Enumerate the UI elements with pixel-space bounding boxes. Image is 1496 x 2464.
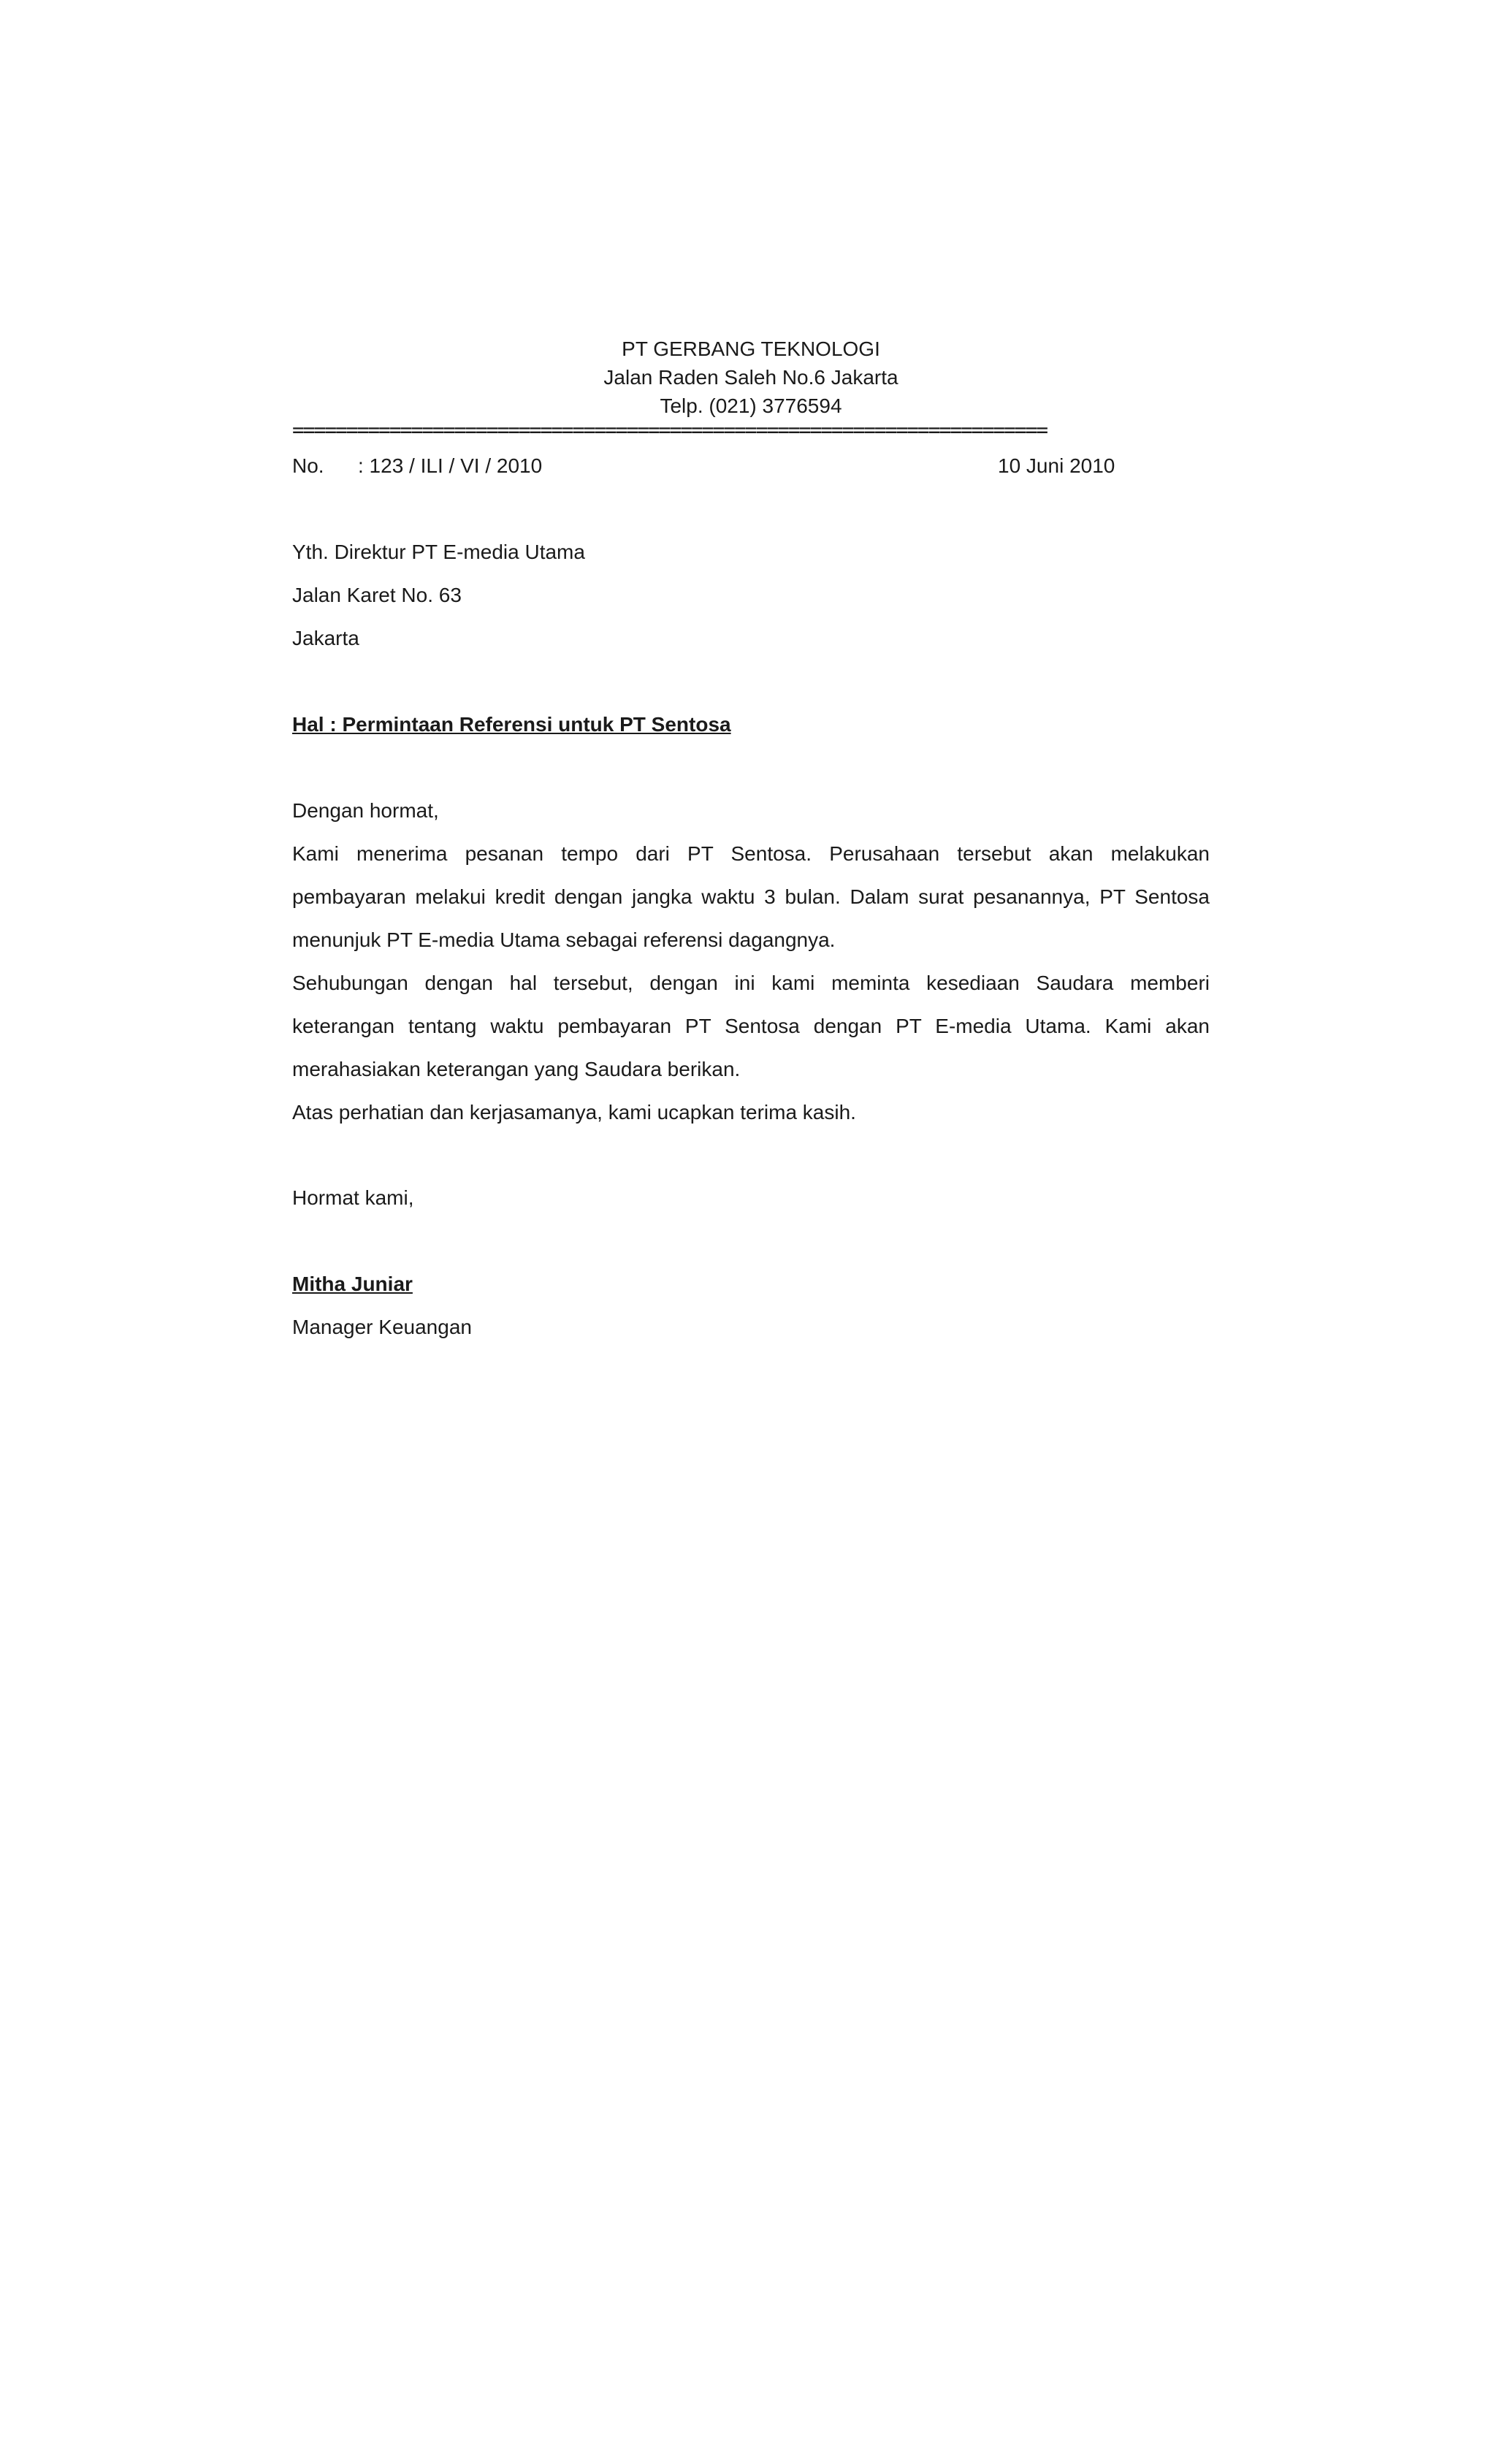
signature-block	[292, 1262, 1210, 1349]
body-line: keterangan tentang waktu pembayaran PT Sentosa dengan PT E-media Utama. Kami akan	[292, 1015, 1210, 1037]
company-name: PT GERBANG TEKNOLOGI	[622, 337, 880, 360]
recipient-line: Jakarta	[292, 627, 359, 649]
body-line: menunjuk PT E-media Utama sebagai referensi dagangnya.	[292, 928, 836, 951]
company-phone: Telp. (021) 3776594	[660, 394, 842, 417]
subject-block	[292, 703, 1210, 746]
body-line: merahasiakan keterangan yang Saudara berikan.	[292, 1058, 741, 1080]
letter-subject: Hal : Permintaan Referensi untuk PT Sentosa	[292, 713, 731, 736]
closing-block	[292, 1176, 1210, 1219]
recipient-line: Jalan Karet No. 63	[292, 584, 462, 606]
body-line: pembayaran melakui kredit dengan jangka waktu 3 bulan. Dalam surat pesanannya, PT Sentosa	[292, 885, 1210, 908]
letterhead	[292, 335, 1210, 420]
closing-paragraph: Atas perhatian dan kerjasamanya, kami ucapkan terima kasih.	[292, 1101, 856, 1124]
recipient-line: Yth. Direktur PT E-media Utama	[292, 541, 585, 563]
body-line: Kami menerima pesanan tempo dari PT Sentosa. Perusahaan tersebut akan melakukan	[292, 842, 1210, 865]
reference-number: : 123 / ILI / VI / 2010	[358, 454, 543, 477]
letter-date: 10 Juni 2010	[998, 454, 1115, 477]
signer-name: Mitha Juniar	[292, 1273, 413, 1295]
body-line: Sehubungan dengan hal tersebut, dengan ini kami meminta kesediaan Saudara memberi	[292, 972, 1210, 994]
salutation: Dengan hormat,	[292, 799, 439, 822]
signer-title: Manager Keuangan	[292, 1316, 472, 1338]
closing-greeting: Hormat kami,	[292, 1186, 414, 1209]
recipient-block	[292, 530, 1210, 660]
reference-label: No.	[292, 454, 324, 477]
letterhead-divider: ======================================================================	[292, 420, 1047, 440]
letter-body	[292, 789, 1210, 1134]
company-address: Jalan Raden Saleh No.6 Jakarta	[603, 366, 898, 389]
